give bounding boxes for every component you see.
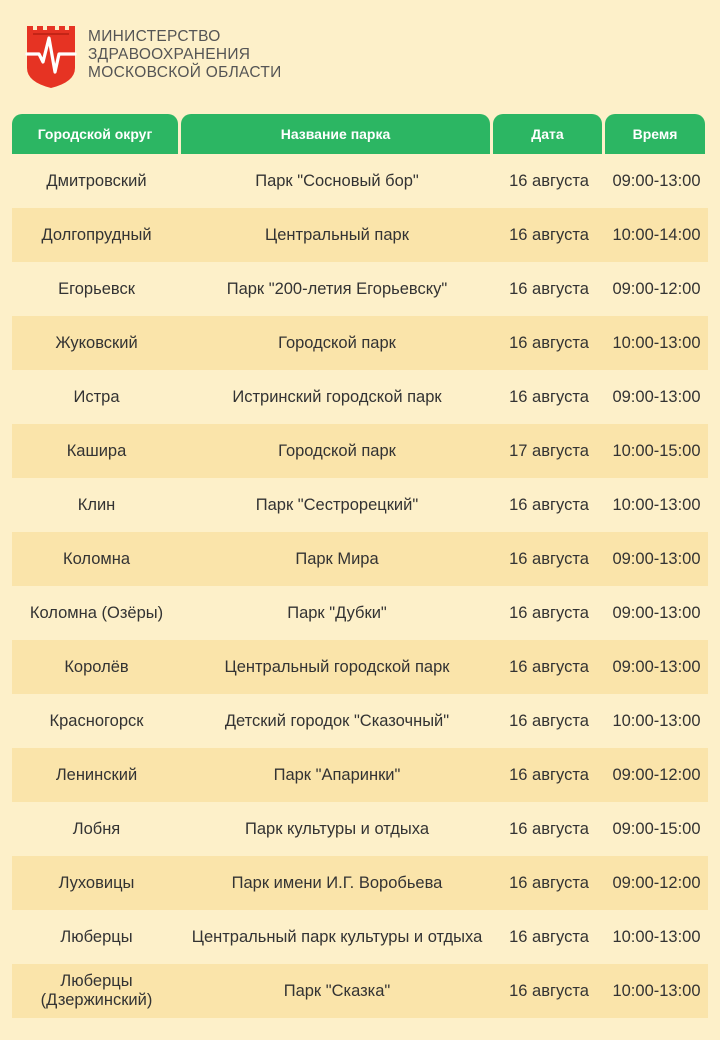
cell-date: 16 августа: [509, 819, 589, 838]
cell-time: 10:00-13:00: [612, 333, 701, 352]
cell-park-name: Парк культуры и отдыха: [244, 819, 430, 838]
cell-district: Дмитровский: [46, 171, 147, 190]
cell-date: 16 августа: [509, 495, 589, 514]
cell-district: Долгопрудный: [41, 225, 152, 244]
table-row: [12, 208, 708, 262]
cell-time: 10:00-13:00: [612, 495, 701, 514]
table-row: [12, 964, 708, 1018]
cell-district: Ленинский: [55, 765, 138, 784]
cell-park-name: Парк "Сестрорецкий": [255, 495, 419, 514]
table-row: [12, 856, 708, 910]
cell-time: 10:00-13:00: [612, 711, 701, 730]
cell-park-name: Истринский городской парк: [232, 387, 442, 406]
cell-date: 17 августа: [509, 441, 589, 460]
cell-date: 16 августа: [509, 171, 589, 190]
cell-park-name: Парк имени И.Г. Воробьева: [231, 873, 443, 892]
table-row: [12, 424, 708, 478]
cell-time: 09:00-13:00: [612, 603, 701, 622]
cell-district: Жуковский: [55, 333, 138, 352]
table-row: [12, 154, 708, 208]
cell-date: 16 августа: [509, 387, 589, 406]
table-row: [12, 694, 708, 748]
cell-park-name: Центральный парк культуры и отдыха: [191, 927, 483, 946]
cell-time: 09:00-13:00: [612, 171, 701, 190]
cell-park-name: Центральный парк: [265, 225, 409, 244]
cell-district: Луховицы: [58, 873, 135, 892]
cell-park-name: Парк "Апаринки": [273, 765, 401, 784]
cell-district: Красногорск: [49, 711, 144, 730]
cell-date: 16 августа: [509, 603, 589, 622]
cell-time: 10:00-14:00: [612, 225, 701, 244]
cell-time: 09:00-13:00: [612, 657, 701, 676]
organization-name: [88, 28, 282, 82]
cell-date: 16 августа: [509, 873, 589, 892]
cell-district: Коломна (Озёры): [29, 603, 164, 622]
cell-time: 10:00-15:00: [612, 441, 701, 460]
column-header-time: Время: [605, 114, 705, 154]
cell-district: Клин: [77, 495, 116, 514]
cell-park-name: Парк "Сосновый бор": [255, 171, 419, 190]
cell-time: 09:00-15:00: [612, 819, 701, 838]
cell-park-name: Парк Мира: [295, 549, 379, 568]
org-line-3: МОСКОВСКОЙ ОБЛАСТИ: [88, 64, 282, 81]
cell-time: 09:00-13:00: [612, 549, 701, 568]
org-line-2: ЗДРАВООХРАНЕНИЯ: [88, 46, 251, 63]
cell-time: 09:00-12:00: [612, 873, 701, 892]
table-row: [12, 640, 708, 694]
header: [24, 24, 424, 90]
org-line-1: МИНИСТЕРСТВО: [88, 28, 221, 45]
table-body: [12, 154, 708, 1018]
table-row: [12, 910, 708, 964]
cell-district: Кашира: [66, 441, 127, 460]
cell-date: 16 августа: [509, 981, 589, 1000]
cell-date: 16 августа: [509, 927, 589, 946]
cell-park-name: Парк "Дубки": [287, 603, 387, 622]
table-row: [12, 586, 708, 640]
cell-time: 09:00-12:00: [612, 765, 701, 784]
cell-time: 10:00-13:00: [612, 981, 701, 1000]
cell-date: 16 августа: [509, 333, 589, 352]
cell-district: Королёв: [64, 657, 129, 676]
cell-district: Лобня: [72, 819, 121, 838]
cell-park-name: Детский городок "Сказочный": [224, 711, 450, 730]
cell-district: Люберцы (Дзержинский): [40, 972, 153, 1009]
table-row: [12, 478, 708, 532]
cell-park-name: Парк "Сказка": [283, 981, 391, 1000]
cell-park-name: Городской парк: [278, 441, 396, 460]
column-header-park-name: Название парка: [181, 114, 490, 154]
cell-time: 09:00-13:00: [612, 387, 701, 406]
table-row: [12, 316, 708, 370]
cell-date: 16 августа: [509, 549, 589, 568]
cell-time: 09:00-12:00: [612, 279, 701, 298]
table-header: [12, 114, 708, 154]
cell-district: Егорьевск: [58, 279, 135, 298]
cell-time: 10:00-13:00: [612, 927, 701, 946]
table-row: [12, 748, 708, 802]
cell-district: Коломна: [62, 549, 131, 568]
table-row: [12, 532, 708, 586]
cell-date: 16 августа: [509, 711, 589, 730]
column-header-district: Городской округ: [12, 114, 178, 154]
cell-district: Истра: [73, 387, 120, 406]
cell-date: 16 августа: [509, 279, 589, 298]
ministry-logo-icon: [24, 24, 78, 90]
cell-date: 16 августа: [509, 657, 589, 676]
cell-park-name: Городской парк: [278, 333, 396, 352]
table-row: [12, 262, 708, 316]
cell-district: Люберцы: [60, 927, 133, 946]
parks-table: [12, 114, 708, 1018]
table-row: [12, 370, 708, 424]
table-row: [12, 802, 708, 856]
cell-date: 16 августа: [509, 765, 589, 784]
column-header-date: Дата: [493, 114, 602, 154]
cell-park-name: Парк "200-летия Егорьевску": [226, 279, 448, 298]
cell-park-name: Центральный городской парк: [224, 657, 450, 676]
cell-date: 16 августа: [509, 225, 589, 244]
